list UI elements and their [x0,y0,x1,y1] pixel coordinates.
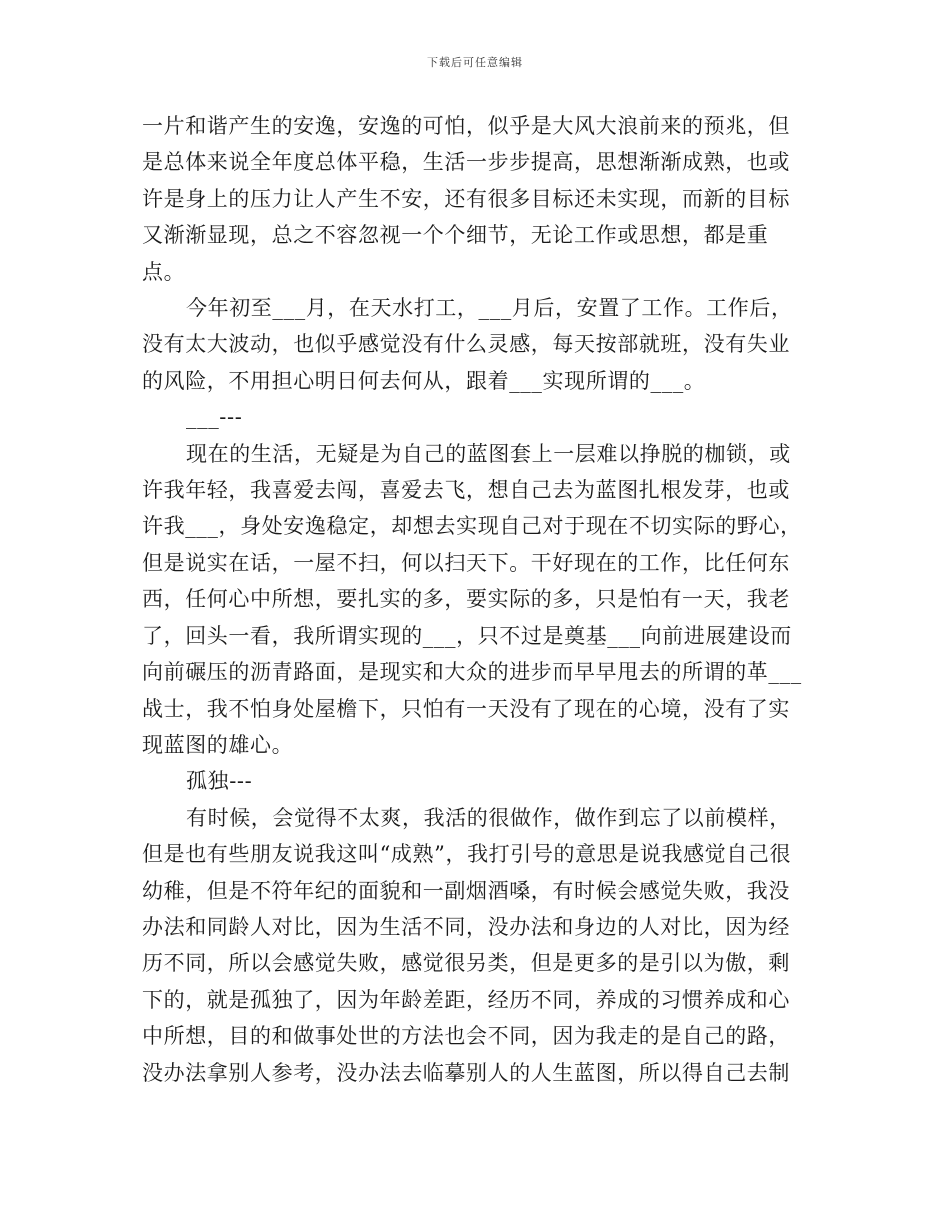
section-heading-blank: ___--- [186,405,243,430]
download-note: 下载后可任意编辑 [427,56,523,69]
document-body [142,108,810,1091]
section-heading-loneliness: 孤独--- [186,769,253,794]
paragraph-4: 有时候，会觉得不太爽，我活的很做作，做作到忘了以前模样，但是也有些朋友说我这叫“成熟”，我打引号的意思是说我感觉自己很幼稚，但是不符年纪的面貌和一副烟酒嗓，有时候会感觉失败，我没办法和同龄人对比，因为生活不同，没办法和身边的人对比，因为经历不同，所以会感觉失败，感觉很另类，但是更多的是引以为傲，剩下的，就是孤独了，因为年龄差距，经历不同，养成的习惯养成和心中所想，目的和做事处世的方法也会不同，因为我走的是自己的路，没办法拿别人参考，没办法去临摹别人的人生蓝图，所以得自己去制 [142,805,792,1085]
paragraph-2: 今年初至___月，在天水打工，___月后，安置了工作。工作后，没有太大波动，也似乎感觉没有什么灵感，每天按部就班，没有失业的风险，不用担心明日何去何从，跟着___实现所谓的___。 [142,296,793,393]
paragraph-1: 一片和谐产生的安逸，安逸的可怕，似乎是大风大浪前来的预兆，但是总体来说全年度总体平稳，生活一步步提高，思想渐渐成熟，也或许是身上的压力让人产生不安，还有很多目标还未实现，而新的目标又渐渐显现，总之不容忽视一个个细节，无论工作或思想，都是重点。 [142,114,790,284]
paragraph-3: 现在的生活，无疑是为自己的蓝图套上一层难以挣脱的枷锁，或许我年轻，我喜爱去闯，喜爱去飞，想自己去为蓝图扎根发芽，也或许我___，身处安逸稳定，却想去实现自己对于现在不切实际的野心，但是说实在话，一屋不扫，何以扫天下。干好现在的工作，比任何东西，任何心中所想，要扎实的多，要实际的多，只是怕有一天，我老了，回头一看，我所谓实现的___，只不过是奠基___向前进展建设而向前碾压的沥青路面，是现实和大众的进步而早早甩去的所谓的革___战士，我不怕身处屋檐下，只怕有一天没有了现在的心境，没有了实现蓝图的雄心。 [142,441,802,757]
